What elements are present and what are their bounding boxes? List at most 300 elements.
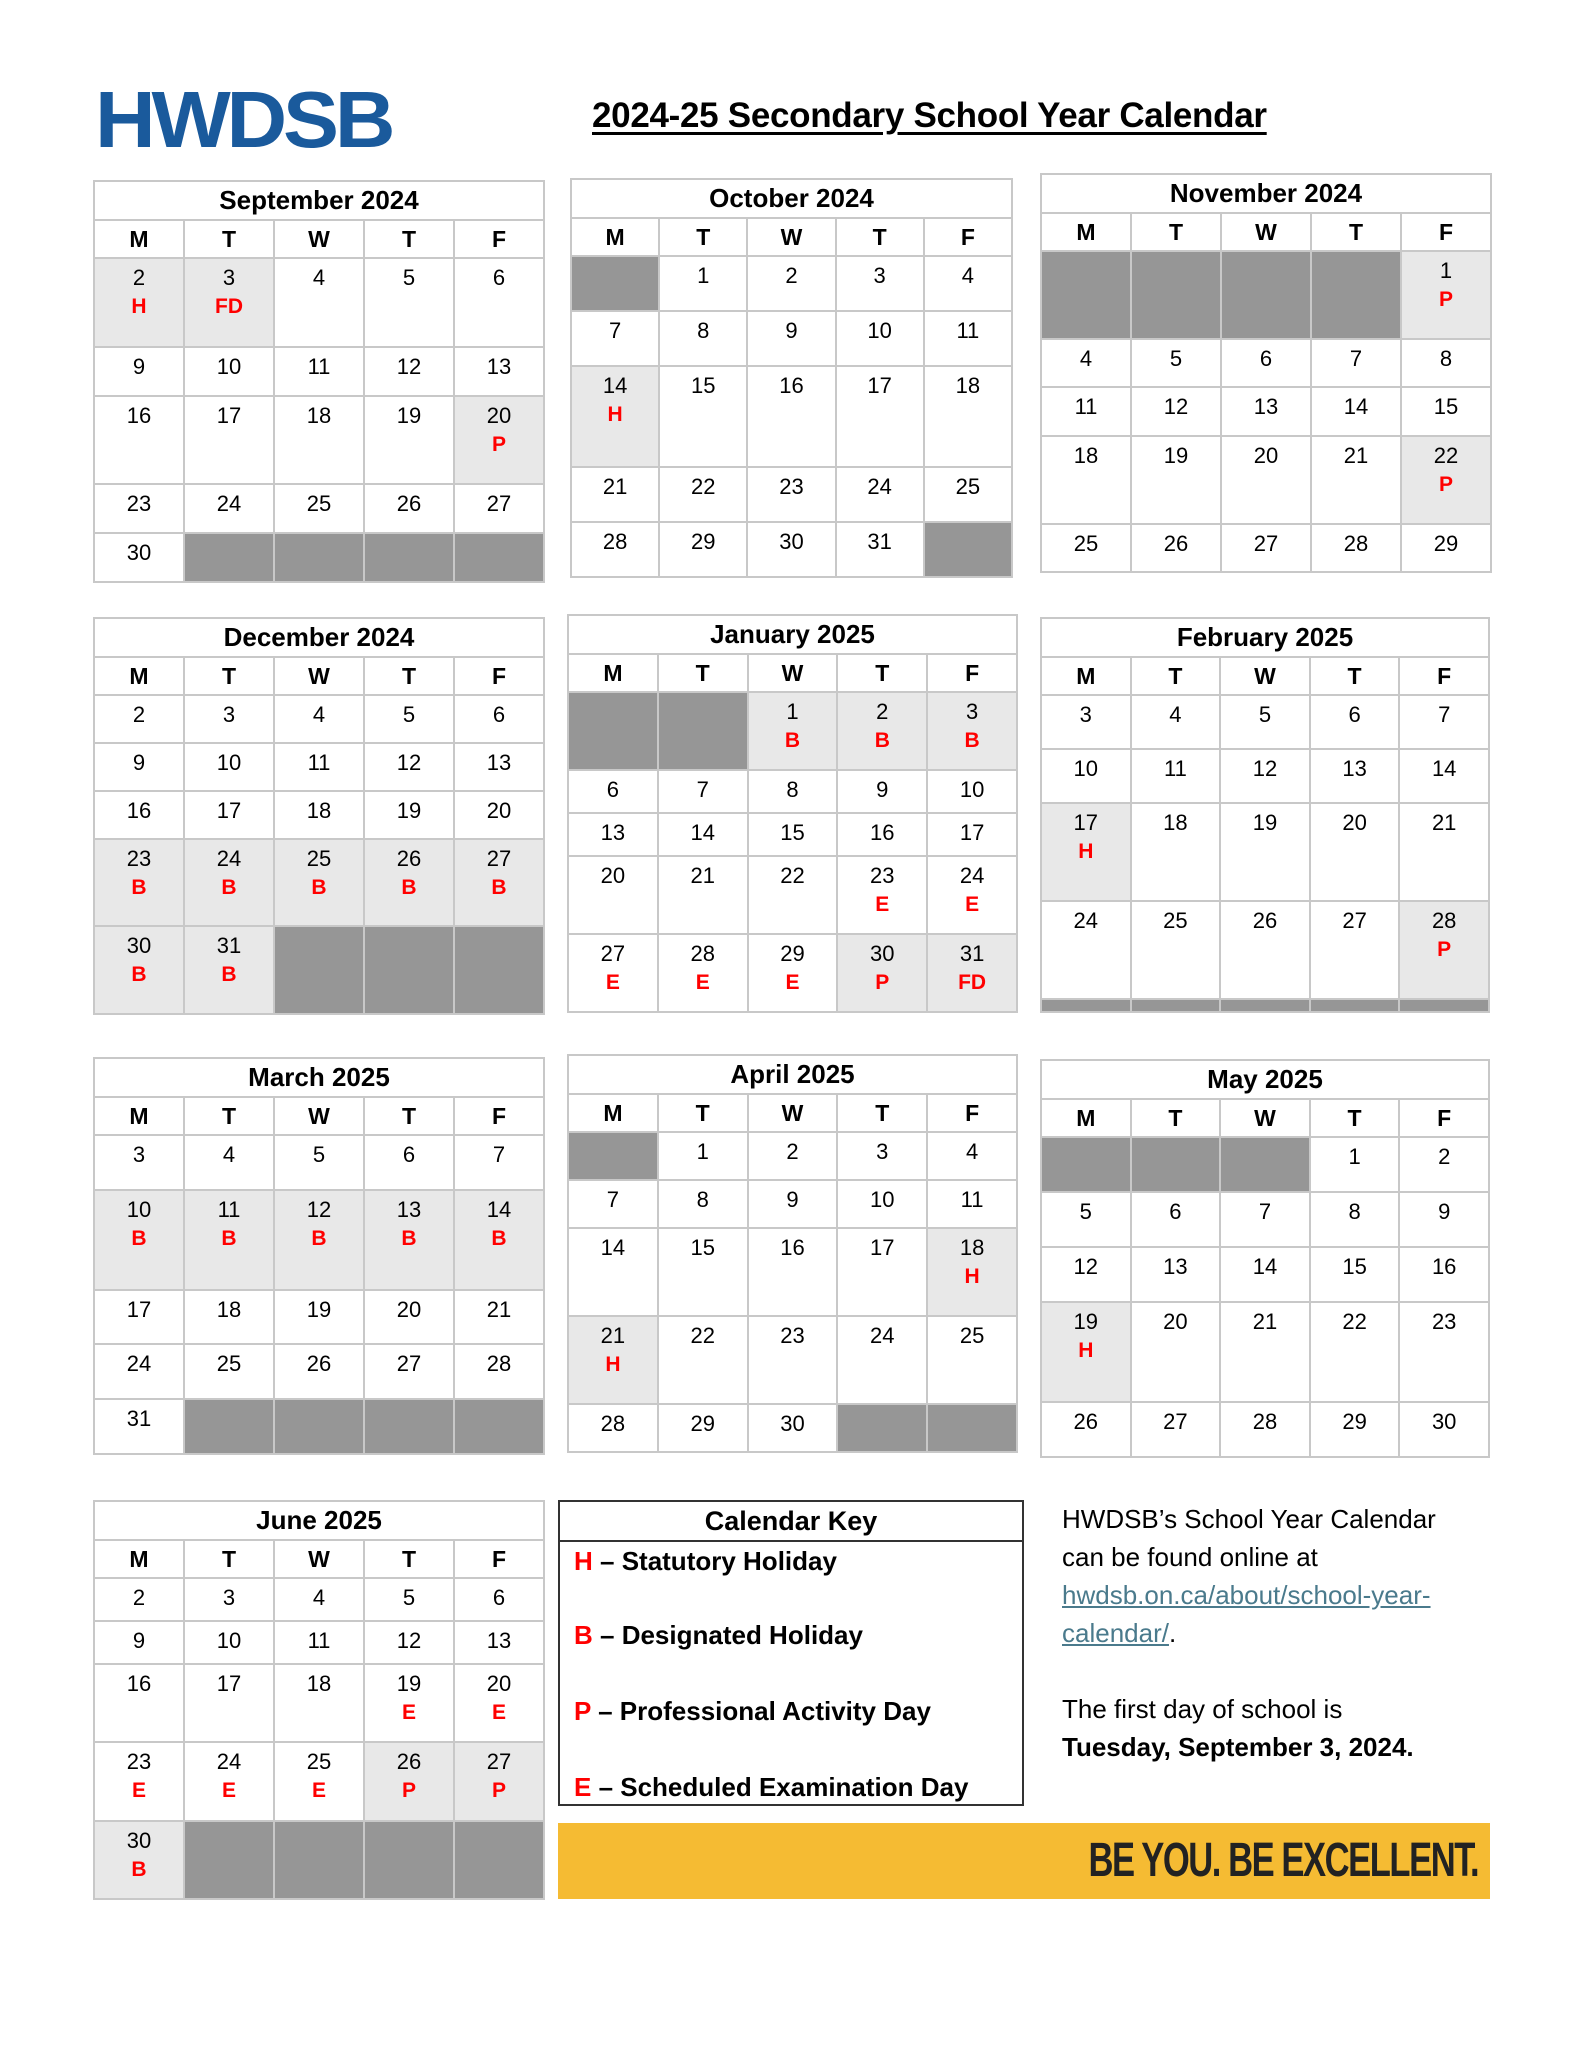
day-number: 22 — [780, 862, 805, 888]
day-cell — [94, 258, 184, 347]
empty-day-cell — [364, 926, 454, 1014]
day-cell — [454, 347, 544, 396]
day-code: B — [784, 729, 801, 752]
day-number: 16 — [126, 1670, 152, 1696]
day-number: 3 — [222, 702, 236, 727]
weekday-header: T — [364, 1097, 454, 1135]
weekday-header: T — [184, 1540, 274, 1578]
day-number: 28 — [486, 1351, 512, 1377]
day-number: 14 — [602, 373, 628, 399]
month-calendar — [1040, 173, 1492, 573]
day-code: B — [131, 875, 147, 899]
day-number: 12 — [396, 749, 422, 775]
day-code: B — [221, 1226, 237, 1250]
day-number: 11 — [1074, 394, 1098, 420]
day-code: B — [131, 1226, 147, 1250]
day-cell — [1220, 695, 1310, 749]
day-cell — [1401, 387, 1491, 435]
day-code: B — [131, 963, 147, 987]
day-number: 4 — [312, 265, 326, 290]
day-number: 10 — [1073, 755, 1099, 781]
day-cell — [836, 522, 924, 577]
key-item-statutory-holiday — [574, 1546, 837, 1577]
day-cell — [454, 695, 544, 743]
day-cell — [836, 256, 924, 311]
day-number: 30 — [780, 1410, 805, 1436]
day-cell — [1399, 1137, 1489, 1192]
day-number: 11 — [960, 1187, 984, 1213]
day-cell — [1401, 524, 1491, 572]
day-number: 12 — [396, 353, 422, 379]
day-cell — [747, 256, 835, 311]
day-number: 10 — [870, 1187, 895, 1213]
day-number: 26 — [1073, 1409, 1099, 1434]
day-number: 24 — [216, 491, 242, 517]
page-title: 2024-25 Secondary School Year Calendar — [592, 96, 1267, 135]
day-cell — [837, 692, 927, 770]
day-cell — [924, 311, 1012, 366]
day-cell — [364, 1742, 454, 1820]
day-cell — [1310, 1402, 1400, 1457]
day-cell — [568, 1404, 658, 1452]
day-code: H — [131, 295, 147, 318]
day-number: 12 — [1073, 1253, 1099, 1279]
day-cell — [94, 484, 184, 533]
day-number: 13 — [600, 819, 626, 845]
day-number: 10 — [126, 1196, 152, 1222]
day-cell — [747, 311, 835, 366]
weekday-header: M — [1041, 1099, 1131, 1137]
day-number: 4 — [961, 263, 974, 288]
month-title: March 2025 — [94, 1058, 544, 1097]
day-cell — [1310, 1192, 1400, 1247]
day-cell — [1041, 1247, 1131, 1302]
day-number: 16 — [780, 1235, 805, 1261]
empty-day-cell — [1131, 999, 1221, 1012]
day-cell — [658, 1132, 748, 1180]
empty-day-cell — [1311, 251, 1401, 339]
day-number: 13 — [486, 353, 512, 379]
day-cell — [184, 1135, 274, 1190]
day-cell — [364, 743, 454, 791]
day-cell — [94, 926, 184, 1014]
day-number: 22 — [1433, 442, 1459, 468]
day-cell — [568, 813, 658, 856]
day-cell — [1131, 803, 1221, 901]
day-number: 4 — [1079, 346, 1093, 372]
day-cell — [94, 533, 184, 582]
day-number: 16 — [1431, 1253, 1457, 1279]
day-number: 23 — [779, 473, 804, 499]
day-number: 20 — [1342, 809, 1367, 835]
weekday-header: T — [1310, 657, 1400, 695]
day-number: 23 — [1431, 1308, 1457, 1334]
day-cell — [568, 934, 658, 1012]
day-cell — [364, 1290, 454, 1345]
day-number: 13 — [486, 749, 512, 775]
day-number: 7 — [492, 1142, 506, 1167]
day-number: 18 — [306, 797, 332, 823]
day-code: E — [875, 892, 890, 916]
calendar-key-title: Calendar Key — [560, 1502, 1022, 1542]
day-cell — [568, 770, 658, 813]
empty-day-cell — [184, 533, 274, 582]
day-number: 31 — [959, 940, 985, 966]
weekday-header: T — [184, 657, 274, 695]
day-number: 18 — [216, 1296, 242, 1322]
day-cell — [927, 856, 1017, 934]
day-number: 8 — [1439, 346, 1453, 372]
day-cell — [1041, 749, 1131, 803]
key-item-designated-holiday — [574, 1620, 863, 1651]
calendar-key — [558, 1500, 1024, 1806]
day-code: E — [491, 1700, 506, 1724]
key-label: – Professional Activity Day — [590, 1696, 931, 1726]
day-number: 5 — [402, 265, 416, 290]
calendar-link[interactable]: hwdsb.on.ca/about/school-year-calendar/ — [1062, 1580, 1431, 1648]
day-cell — [364, 1135, 454, 1190]
day-number: 7 — [608, 318, 622, 344]
day-number: 22 — [690, 1323, 715, 1349]
weekday-header: T — [184, 1097, 274, 1135]
day-code: E — [311, 1779, 326, 1803]
day-number: 15 — [1342, 1253, 1367, 1279]
day-cell — [184, 1621, 274, 1664]
day-cell — [184, 258, 274, 347]
day-number: 28 — [600, 1410, 626, 1436]
weekday-header: T — [1131, 213, 1221, 251]
day-cell — [1399, 901, 1489, 999]
day-cell — [1220, 1302, 1310, 1402]
day-code: B — [221, 963, 237, 987]
day-number: 17 — [870, 1235, 895, 1261]
weekday-header: M — [568, 654, 658, 692]
weekday-header: W — [748, 654, 838, 692]
day-number: 23 — [780, 1323, 805, 1349]
weekday-header: M — [571, 218, 659, 256]
day-cell — [568, 1316, 658, 1404]
day-number: 3 — [222, 1585, 236, 1610]
day-cell — [568, 856, 658, 934]
day-code: P — [1438, 472, 1453, 496]
month-title: January 2025 — [568, 615, 1017, 654]
day-number: 10 — [216, 353, 242, 379]
weekday-header: T — [1310, 1099, 1400, 1137]
day-cell — [837, 1132, 927, 1180]
day-cell — [1131, 1302, 1221, 1402]
day-number: 17 — [1073, 809, 1099, 835]
day-number: 18 — [306, 1670, 332, 1696]
empty-day-cell — [1041, 999, 1131, 1012]
day-cell — [1399, 1247, 1489, 1302]
day-cell — [184, 347, 274, 396]
day-number: 12 — [1163, 394, 1189, 420]
day-number: 28 — [1343, 530, 1369, 556]
month-calendar — [93, 180, 545, 583]
day-cell — [94, 1742, 184, 1820]
day-number: 26 — [1163, 530, 1189, 556]
day-cell — [1220, 1247, 1310, 1302]
day-number: 9 — [1438, 1198, 1451, 1224]
day-cell — [184, 1664, 274, 1742]
day-number: 21 — [1252, 1308, 1278, 1334]
day-code: H — [1078, 1338, 1094, 1362]
empty-day-cell — [364, 533, 454, 582]
day-number: 19 — [396, 1670, 422, 1696]
weekday-header: T — [364, 657, 454, 695]
day-code: FD — [215, 295, 243, 318]
day-number: 21 — [1431, 809, 1457, 835]
day-cell — [364, 484, 454, 533]
day-cell — [1310, 803, 1400, 901]
day-cell — [364, 1578, 454, 1621]
day-code: H — [964, 1265, 980, 1289]
empty-day-cell — [364, 1821, 454, 1899]
day-code: P — [875, 970, 890, 994]
empty-day-cell — [927, 1404, 1017, 1452]
empty-day-cell — [274, 1821, 364, 1899]
day-cell — [1131, 1192, 1221, 1247]
day-cell — [274, 1290, 364, 1345]
day-number: 20 — [486, 402, 512, 428]
day-number: 27 — [486, 845, 512, 871]
day-number: 10 — [216, 1627, 242, 1653]
day-cell — [658, 1404, 748, 1452]
day-cell — [837, 934, 927, 1012]
weekday-header: T — [836, 218, 924, 256]
day-cell — [659, 467, 747, 522]
weekday-header: W — [274, 657, 364, 695]
key-code: P — [574, 1696, 591, 1726]
day-cell — [1399, 803, 1489, 901]
day-cell — [94, 1344, 184, 1399]
day-cell — [94, 1190, 184, 1290]
day-cell — [364, 258, 454, 347]
day-number: 29 — [1433, 530, 1459, 556]
day-number: 12 — [1252, 755, 1278, 781]
day-cell — [1220, 803, 1310, 901]
day-cell — [454, 1344, 544, 1399]
day-cell — [571, 366, 659, 467]
day-code: B — [401, 875, 417, 899]
day-number: 6 — [492, 265, 506, 290]
day-cell — [837, 770, 927, 813]
day-cell — [1221, 387, 1311, 435]
day-number: 27 — [1253, 530, 1279, 556]
day-number: 27 — [1163, 1409, 1188, 1434]
day-number: 16 — [126, 402, 152, 428]
day-cell — [454, 396, 544, 485]
day-cell — [748, 1132, 838, 1180]
day-cell — [1310, 749, 1400, 803]
day-number: 21 — [600, 1323, 626, 1349]
day-code: B — [491, 875, 507, 899]
day-number: 2 — [785, 263, 798, 288]
key-code: B — [574, 1620, 593, 1650]
weekday-header: M — [94, 220, 184, 258]
weekday-header: F — [1399, 657, 1489, 695]
day-number: 12 — [306, 1196, 332, 1222]
day-number: 28 — [602, 528, 628, 554]
day-cell — [747, 522, 835, 577]
day-cell — [1399, 1402, 1489, 1457]
day-cell — [748, 813, 838, 856]
empty-day-cell — [658, 692, 748, 770]
day-number: 6 — [1259, 346, 1273, 372]
month-calendar — [567, 1054, 1018, 1453]
day-cell — [837, 1180, 927, 1228]
day-cell — [454, 1290, 544, 1345]
weekday-header: T — [658, 1094, 748, 1132]
day-code: H — [1078, 839, 1094, 863]
day-cell — [454, 743, 544, 791]
day-cell — [927, 692, 1017, 770]
day-number: 4 — [312, 1585, 326, 1610]
day-code: E — [785, 970, 800, 994]
day-cell — [364, 1344, 454, 1399]
day-number: 14 — [1431, 755, 1457, 781]
day-number: 21 — [690, 862, 715, 888]
day-number: 7 — [1258, 1198, 1272, 1224]
day-number: 20 — [600, 862, 626, 888]
day-number: 5 — [312, 1142, 326, 1167]
empty-day-cell — [274, 1399, 364, 1454]
day-number: 28 — [690, 940, 715, 966]
day-number: 20 — [1163, 1308, 1188, 1334]
day-cell — [1221, 524, 1311, 572]
weekday-header: F — [454, 220, 544, 258]
day-number: 28 — [1431, 908, 1457, 934]
day-cell — [836, 311, 924, 366]
weekday-header: T — [1311, 213, 1401, 251]
day-number: 17 — [216, 797, 242, 823]
day-number: 9 — [876, 777, 889, 803]
day-number: 29 — [1342, 1409, 1367, 1434]
weekday-header: M — [568, 1094, 658, 1132]
day-cell — [184, 1578, 274, 1621]
day-number: 1 — [696, 1139, 709, 1164]
day-cell — [274, 1742, 364, 1820]
day-cell — [1310, 695, 1400, 749]
month-calendar — [93, 617, 545, 1015]
day-cell — [1399, 695, 1489, 749]
day-number: 12 — [396, 1627, 422, 1653]
day-number: 19 — [396, 402, 422, 428]
day-code: E — [401, 1700, 416, 1724]
day-cell — [454, 1578, 544, 1621]
day-number: 18 — [306, 402, 332, 428]
day-number: 18 — [1163, 809, 1188, 835]
day-cell — [454, 1664, 544, 1742]
day-cell — [658, 770, 748, 813]
day-number: 26 — [1252, 908, 1278, 934]
month-calendar — [1040, 617, 1490, 1013]
day-cell — [568, 1180, 658, 1228]
day-cell — [659, 311, 747, 366]
day-cell — [94, 1578, 184, 1621]
day-code: P — [401, 1779, 416, 1803]
day-number: 25 — [1163, 908, 1188, 934]
key-label: – Scheduled Examination Day — [591, 1772, 969, 1802]
day-cell — [571, 522, 659, 577]
empty-day-cell — [454, 1821, 544, 1899]
day-cell — [364, 791, 454, 839]
key-code: E — [574, 1772, 592, 1802]
day-cell — [274, 258, 364, 347]
day-number: 25 — [216, 1351, 242, 1377]
day-number: 2 — [132, 1585, 146, 1610]
day-number: 30 — [126, 1827, 152, 1853]
day-number: 5 — [402, 1585, 416, 1610]
day-number: 26 — [396, 491, 422, 517]
day-cell — [659, 256, 747, 311]
day-number: 27 — [396, 1351, 422, 1377]
day-number: 30 — [1431, 1409, 1457, 1434]
empty-day-cell — [454, 1399, 544, 1454]
empty-day-cell — [1041, 251, 1131, 339]
weekday-header: W — [274, 1540, 364, 1578]
day-cell — [1131, 339, 1221, 387]
day-number: 2 — [1438, 1144, 1451, 1169]
month-calendar — [93, 1057, 545, 1455]
key-code: H — [574, 1546, 593, 1576]
day-number: 20 — [486, 797, 512, 823]
day-number: 26 — [396, 845, 422, 871]
day-number: 14 — [1343, 394, 1369, 420]
weekday-header: W — [748, 1094, 838, 1132]
day-number: 5 — [402, 702, 416, 727]
day-number: 14 — [486, 1196, 512, 1222]
day-cell — [748, 1180, 838, 1228]
month-title: June 2025 — [94, 1501, 544, 1540]
weekday-header: T — [837, 654, 927, 692]
day-number: 3 — [1079, 702, 1092, 727]
day-number: 25 — [1073, 530, 1099, 556]
day-code: P — [491, 432, 506, 456]
day-cell — [94, 1290, 184, 1345]
day-cell — [1131, 901, 1221, 999]
day-cell — [747, 467, 835, 522]
day-number: 5 — [1169, 346, 1183, 372]
day-number: 1 — [1348, 1144, 1361, 1169]
day-cell — [454, 791, 544, 839]
day-cell — [571, 311, 659, 366]
day-cell — [748, 692, 838, 770]
day-cell — [748, 1404, 838, 1452]
day-cell — [274, 347, 364, 396]
day-number: 4 — [312, 702, 326, 727]
day-number: 6 — [606, 777, 620, 803]
day-cell — [364, 1190, 454, 1290]
day-code: E — [605, 970, 620, 994]
day-number: 14 — [600, 1235, 626, 1261]
day-code: B — [131, 1857, 147, 1881]
month-title: November 2024 — [1041, 174, 1491, 213]
day-number: 27 — [1342, 908, 1367, 934]
weekday-header: F — [454, 657, 544, 695]
day-cell — [924, 366, 1012, 467]
day-cell — [571, 467, 659, 522]
day-number: 17 — [216, 1670, 242, 1696]
day-cell — [1041, 1302, 1131, 1402]
day-cell — [1310, 1302, 1400, 1402]
empty-day-cell — [1041, 1137, 1131, 1192]
day-number: 25 — [306, 491, 332, 517]
day-cell — [364, 695, 454, 743]
day-cell — [747, 366, 835, 467]
day-number: 24 — [870, 1323, 895, 1349]
day-cell — [184, 791, 274, 839]
